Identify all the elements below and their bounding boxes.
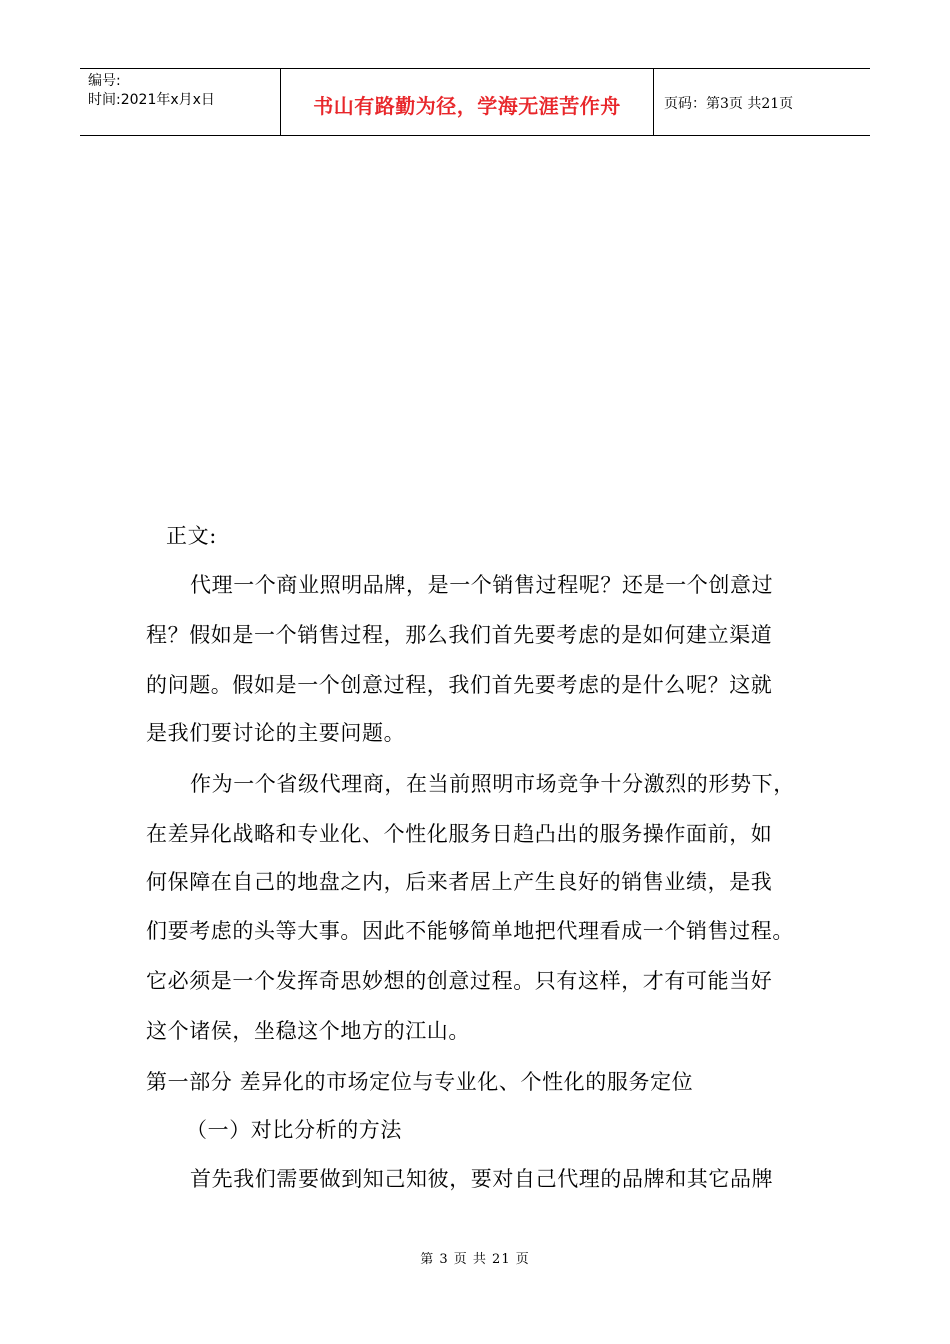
header-motto-cell <box>281 69 654 135</box>
page-footer: 第 3 页 共 21 页 <box>420 1252 530 1267</box>
paragraph-line: 这个诸侯，坐稳这个地方的江山。 <box>146 1019 470 1043</box>
paragraph-line: 在差异化战略和专业化、个性化服务日趋凸出的服务操作面前，如 <box>146 822 773 846</box>
header-page-cell <box>654 69 870 135</box>
section-heading: 第一部分 差异化的市场定位与专业化、个性化的服务定位 <box>146 1070 694 1094</box>
header-page-number: 页码：第3页 共21页 <box>664 96 794 112</box>
paragraph-line: 是我们要讨论的主要问题。 <box>146 721 406 745</box>
page-header <box>80 68 870 136</box>
paragraph-line: 它必须是一个发挥奇思妙想的创意过程。只有这样，才有可能当好 <box>146 969 773 993</box>
header-motto: 书山有路勤为径，学海无涯苦作舟 <box>313 93 621 118</box>
document-number-label: 编号: <box>88 73 121 89</box>
paragraph-line: 作为一个省级代理商，在当前照明市场竞争十分激烈的形势下， <box>190 772 795 796</box>
header-meta <box>80 69 281 135</box>
body-heading: 正文: <box>166 524 217 548</box>
paragraph-line: 程？假如是一个销售过程，那么我们首先要考虑的是如何建立渠道 <box>146 623 773 647</box>
subsection-heading: （一）对比分析的方法 <box>186 1118 402 1142</box>
paragraph-line: 首先我们需要做到知己知彼，要对自己代理的品牌和其它品牌 <box>190 1167 774 1191</box>
document-date-label: 时间:2021年x月x日 <box>88 92 215 108</box>
paragraph-line: 何保障在自己的地盘之内，后来者居上产生良好的销售业绩，是我 <box>146 870 773 894</box>
paragraph-line: 们要考虑的头等大事。因此不能够简单地把代理看成一个销售过程。 <box>146 919 794 943</box>
paragraph-line: 的问题。假如是一个创意过程，我们首先要考虑的是什么呢？这就 <box>146 673 773 697</box>
paragraph-line: 代理一个商业照明品牌，是一个销售过程呢？还是一个创意过 <box>190 573 774 597</box>
